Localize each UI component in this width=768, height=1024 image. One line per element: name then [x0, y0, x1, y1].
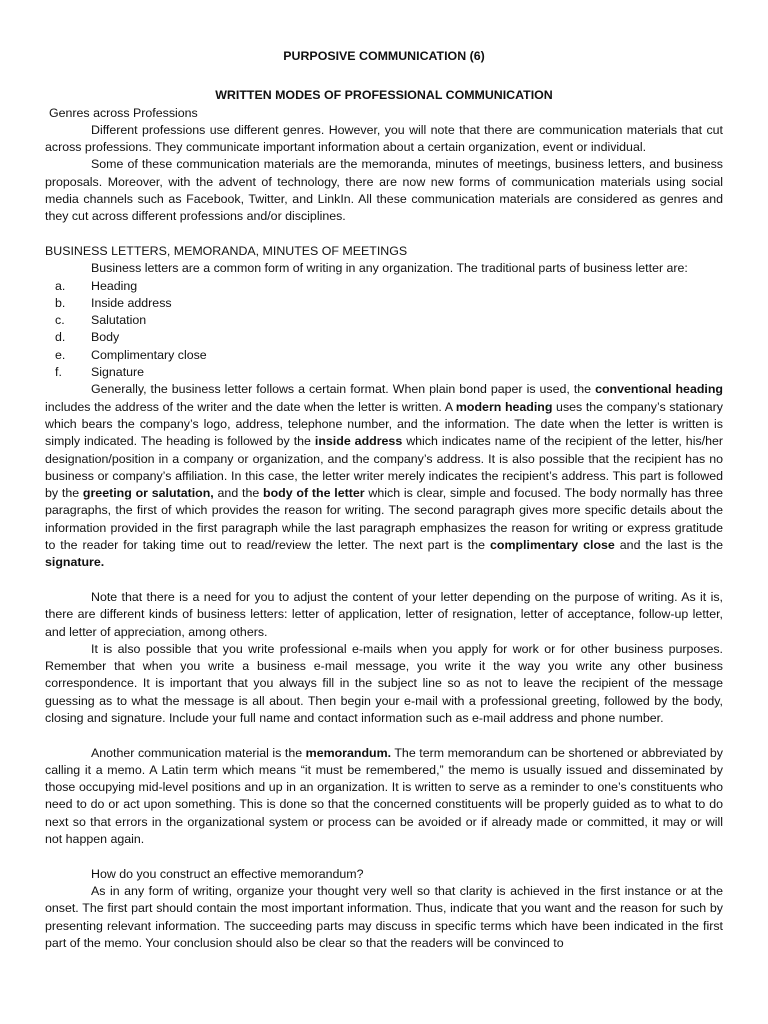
document-page	[45, 48, 723, 952]
paragraph-3: Business letters are a common form of writing in any organization. The traditional parts of business letter are:	[91, 261, 688, 276]
spacer	[45, 226, 723, 243]
list-item: e. Complimentary close	[55, 347, 207, 362]
section-heading-business-letters: BUSINESS LETTERS, MEMORANDA, MINUTES OF MEETINGS	[45, 243, 408, 258]
letter-parts-list	[45, 278, 723, 382]
spacer	[45, 727, 723, 744]
list-item: d. Body	[55, 330, 120, 345]
spacer	[45, 848, 723, 865]
document-title: PURPOSIVE COMMUNICATION (6)	[283, 49, 485, 63]
paragraph-2: Some of these communication materials are the memoranda, minutes of meetings, business letters, and business proposals. Moreover, with the advent of technology, there are now new forms of communication materials using social media channels such as Facebook, Twitter, and LinkIn. All these communication materials are considered as genres and they cut across different professions and/or disciplines.	[45, 157, 723, 224]
list-item: f. Signature	[55, 365, 145, 380]
list-item: c. Salutation	[55, 313, 147, 328]
paragraph-8: How do you construct an effective memorandum?	[91, 866, 364, 881]
list-item: a. Heading	[55, 278, 138, 293]
paragraph-7: Another communication material is the memorandum. The term memorandum can be shortened or abbreviated by calling it a memo. A Latin term which means “it must be remembered,” the memo is usually issued and disseminated by those occupying mid-level positions and up in an organization. It is written to serve as a reminder to one’s constituents who need to do or act upon something. This is done so that the concerned constituents will be properly guided as to what to do next so that errors in the organizational system or process can be avoided or if already made or committed, it may or will not happen again.	[45, 745, 723, 847]
list-item: b. Inside address	[55, 295, 172, 310]
document-subtitle: WRITTEN MODES OF PROFESSIONAL COMMUNICATION	[215, 88, 553, 103]
paragraph-6: It is also possible that you write professional e-mails when you apply for work or for other business purposes. Remember that when you write a business e-mail message, you write it the way you write any other business correspondence. It is important that you always fill in the subject line so as not to leave the recipient of the message guessing as to what the message is all about. Then begin your e-mail with a professional greeting, followed by the body, closing and signature. Include your full name and contact information such as e-mail address and phone number.	[45, 641, 723, 725]
section-heading-genres: Genres across Professions	[49, 105, 198, 120]
paragraph-4: Generally, the business letter follows a certain format. When plain bond paper is used, the conventional heading includes the address of the writer and the date when the letter is written. A modern heading uses the company’s stationary which bears the company’s logo, address, telephone number, and the information. The date when the letter is written is simply indicated. The heading is followed by the inside address which indicates name of the recipient of the letter, his/her designation/position in a company or organization, and the company’s address. It is also possible that the recipient has no business or company’s affiliation. In this case, the letter writer merely indicates the recipient’s address. This part is followed by the greeting or salutation, and the body of the letter which is clear, simple and focused. The body normally has three paragraphs, the first of which provides the reason for writing. The second paragraph gives more specific details about the information provided in the first paragraph while the last paragraph emphasizes the reason for writing or express gratitude to the reader for taking time out to read/review the letter. The next part is the complimentary close and the last is the signature.	[45, 382, 724, 570]
spacer	[45, 572, 723, 589]
paragraph-9: As in any form of writing, organize your thought very well so that clarity is achieved in the first instance or at the onset. The first part should contain the most important information. Thus, indicate that you want and the reason for such by presenting relevant information. The succeeding parts may discuss in specific terms which have been indicated in the first part of the memo. Your conclusion should also be clear so that the readers will be convinced to	[45, 883, 723, 950]
paragraph-5: Note that there is a need for you to adjust the content of your letter depending on the purpose of writing. As it is, there are different kinds of business letters: letter of application, letter of resignation, letter of acceptance, follow-up letter, and letter of appreciation, among others.	[45, 589, 723, 639]
paragraph-1: Different professions use different genres. However, you will note that there are communication materials that cut across professions. They communicate important information about a certain organization, event or individual.	[45, 122, 723, 155]
